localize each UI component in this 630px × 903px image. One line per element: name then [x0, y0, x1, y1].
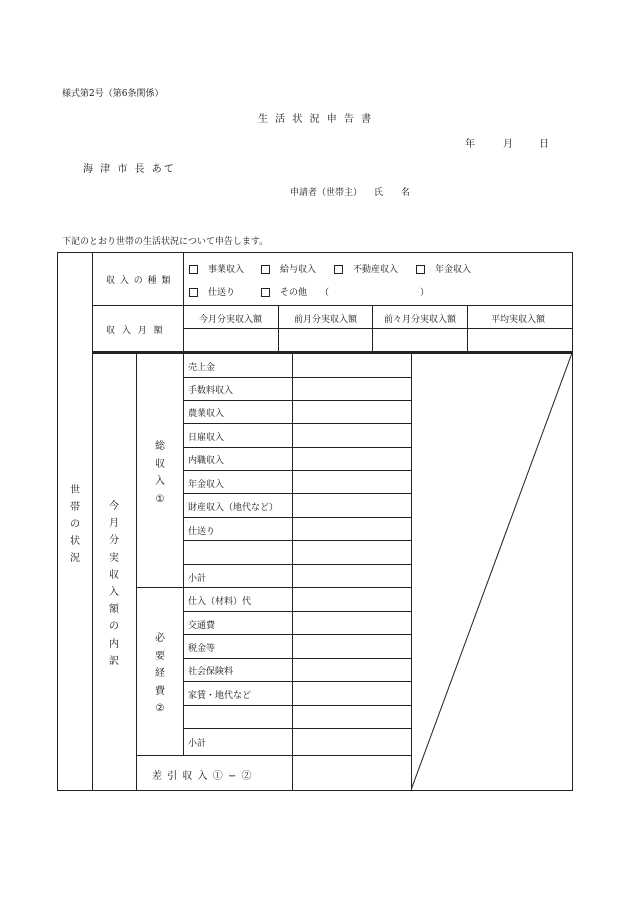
other-paren-open: （ — [320, 288, 330, 298]
row-pension: 年金収入 — [188, 480, 225, 490]
row-property: 財産収入（地代など） — [188, 503, 279, 513]
amount-inputs-column[interactable] — [293, 353, 410, 754]
checkbox-icon[interactable] — [334, 265, 343, 274]
row-remittance: 仕送り — [188, 527, 216, 537]
option-business[interactable]: 事業収入 — [189, 262, 244, 275]
option-pension[interactable]: 年金収入 — [416, 262, 471, 275]
row-side-job: 内職収入 — [188, 456, 225, 466]
last-month-amount-input[interactable] — [279, 329, 372, 351]
income-type-label: 収 入 の 種 類 — [106, 276, 172, 286]
row-sales: 売上金 — [188, 363, 216, 373]
row-transport: 交通費 — [188, 621, 216, 631]
col-two-months-ago: 前々月分実収入額 — [384, 315, 457, 325]
col-average: 平均実収入額 — [491, 315, 546, 325]
other-paren-close: ） — [420, 288, 430, 298]
applicant-name-label: 氏 名 — [374, 188, 411, 198]
diagonal-strike — [411, 352, 573, 791]
this-month-amount-input[interactable] — [184, 329, 278, 351]
option-remittance[interactable]: 仕送り — [189, 285, 235, 298]
gross-income-label: 総 収 入 ① — [155, 441, 165, 505]
checkbox-icon[interactable] — [416, 265, 425, 274]
col-last-month: 前月分実収入額 — [294, 315, 358, 325]
intro-text: 下記のとおり世帯の生活状況について申告します。 — [62, 237, 269, 247]
form-number: 様式第2号（第6条関係） — [62, 89, 164, 99]
col-this-month: 今月分実収入額 — [199, 315, 263, 325]
checkbox-icon[interactable] — [261, 265, 270, 274]
average-amount-input[interactable] — [468, 329, 572, 351]
checkbox-icon[interactable] — [189, 288, 198, 297]
row-commission: 手数料収入 — [188, 386, 234, 396]
row-agriculture: 農業収入 — [188, 409, 225, 419]
net-income-input[interactable] — [293, 756, 410, 789]
option-real-estate[interactable]: 不動産収入 — [334, 262, 398, 275]
checkbox-icon[interactable] — [189, 265, 198, 274]
household-label: 世 帯 の 状 況 — [70, 485, 80, 564]
expenses-label: 必 要 経 費 ② — [155, 633, 165, 714]
row-expense-subtotal: 小計 — [188, 739, 207, 749]
date-month: 月 — [503, 139, 513, 150]
applicant-label: 申請者（世帯主） — [290, 188, 363, 198]
two-months-ago-amount-input[interactable] — [373, 329, 467, 351]
row-taxes: 税金等 — [188, 644, 216, 654]
checkbox-icon[interactable] — [261, 288, 270, 297]
row-rent: 家賃・地代など — [188, 691, 252, 701]
row-gross-subtotal: 小計 — [188, 574, 207, 584]
addressee: 海 津 市 長 あて — [83, 164, 176, 175]
row-materials: 仕入（材料）代 — [188, 597, 252, 607]
breakdown-label: 今 月 分 実 収 入 額 の 内 訳 — [109, 501, 119, 667]
option-salary[interactable]: 給与収入 — [261, 262, 316, 275]
income-amount-label: 収 入 月 額 — [106, 326, 165, 336]
page-title: 生 活 状 況 申 告 書 — [258, 114, 374, 125]
option-other[interactable]: その他 — [261, 285, 307, 298]
date-year: 年 — [465, 139, 475, 150]
row-day-labor: 日雇収入 — [188, 433, 225, 443]
date-day: 日 — [539, 139, 549, 150]
net-income-label: 差 引 収 入 ① − ② — [152, 771, 253, 782]
row-social-insurance: 社会保険料 — [188, 667, 234, 677]
